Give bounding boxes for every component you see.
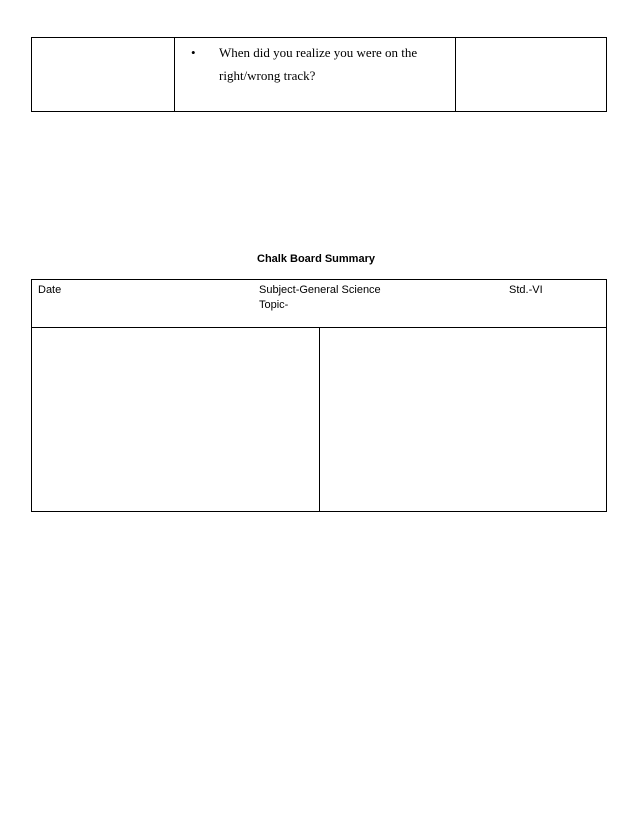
chalk-board-table (31, 279, 607, 512)
standard-label: Std.-VI (509, 284, 543, 296)
reflection-table (31, 37, 607, 112)
chalk-board-title: Chalk Board Summary (257, 253, 375, 265)
chalk-board-right-panel (320, 328, 606, 511)
bullet-icon: • (191, 45, 196, 60)
date-label: Date (38, 284, 62, 296)
chalk-board-heading (0, 252, 638, 266)
table-column-divider (174, 38, 175, 111)
chalk-board-left-panel (32, 328, 319, 511)
topic-label: Topic- (259, 299, 289, 311)
reflection-question-text: When did you realize you were on the right/wrong track? (219, 45, 418, 83)
subject-label: Subject-General Science (259, 284, 381, 296)
